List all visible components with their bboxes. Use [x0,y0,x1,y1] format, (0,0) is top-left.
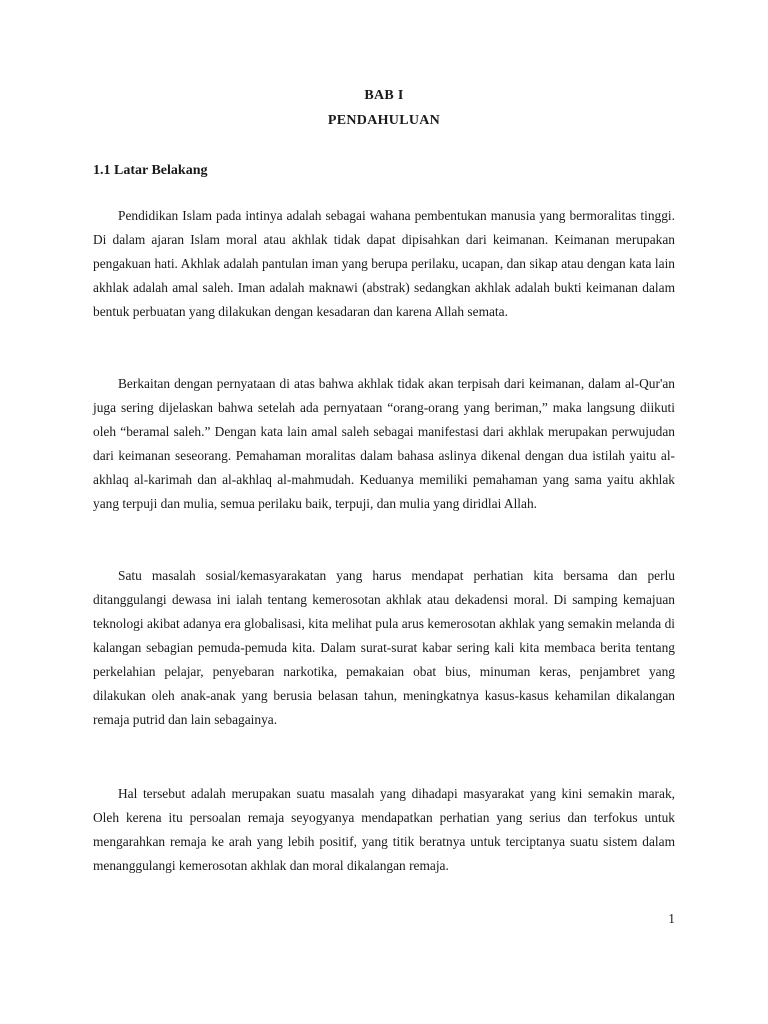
paragraph-1: Pendidikan Islam pada intinya adalah sebagai wahana pembentukan manusia yang bermoralitas tinggi. Di dalam ajaran Islam moral atau akhlak tidak dapat dipisahkan dari keimanan. Keimanan merupakan pengakuan hati. Akhlak adalah pantulan iman yang berupa perilaku, ucapan, dan sikap atau dengan kata lain akhlak adalah amal saleh. Iman adalah maknawi (abstrak) sedangkan akhlak adalah bukti keimanan dalam bentuk perbuatan yang dilakukan dengan kesadaran dan karena Allah semata. [93,208,675,319]
section-heading: 1.1 Latar Belakang [93,163,208,178]
page-number: 1 [668,911,675,926]
chapter-number: BAB I [364,88,404,103]
paragraph-3: Satu masalah sosial/kemasyarakatan yang harus mendapat perhatian kita bersama dan perlu ditanggulangi dewasa ini ialah tentang kemerosotan akhlak atau dekadensi moral. Di samping kemajuan teknologi akibat adanya era globalisasi, kita melihat pula arus kemerosotan akhlak yang semakin melanda di kalangan sebagian pemuda-pemuda kita. Dalam surat-surat kabar sering kali kita membaca berita tentang perkelahian pelajar, penyebaran narkotika, pemakaian obat bius, minuman keras, penjambret yang dilakukan oleh anak-anak yang berusia belasan tahun, meningkatnya kasus-kasus kehamilan dikalangan remaja putrid dan lain sebagainya. [93,568,675,727]
paragraph-2: Berkaitan dengan pernyataan di atas bahwa akhlak tidak akan terpisah dari keimanan, dalam al-Qur'an juga sering dijelaskan bahwa setelah ada pernyataan “orang-orang yang beriman,” maka langsung diikuti oleh “beramal saleh.” Dengan kata lain amal saleh sebagai manifestasi dari akhlak merupakan perwujudan dari keimanan seseorang. Pemahaman moralitas dalam bahasa aslinya dikenal dengan dua istilah yaitu al-akhlaq al-karimah dan al-akhlaq al-mahmudah. Keduanya memiliki pemahaman yang sama yaitu akhlak yang terpuji dan mulia, semua perilaku baik, terpuji, dan mulia yang diridlai Allah. [93,376,675,511]
paragraph-4: Hal tersebut adalah merupakan suatu masalah yang dihadapi masyarakat yang kini semakin marak, Oleh kerena itu persoalan remaja seyogyanya mendapatkan perhatian yang serius dan terfokus untuk mengarahkan remaja ke arah yang lebih positif, yang titik beratnya untuk terciptanya suatu sistem dalam menanggulangi kemerosotan akhlak dan moral dikalangan remaja. [93,786,675,873]
chapter-title: PENDAHULUAN [327,113,441,128]
